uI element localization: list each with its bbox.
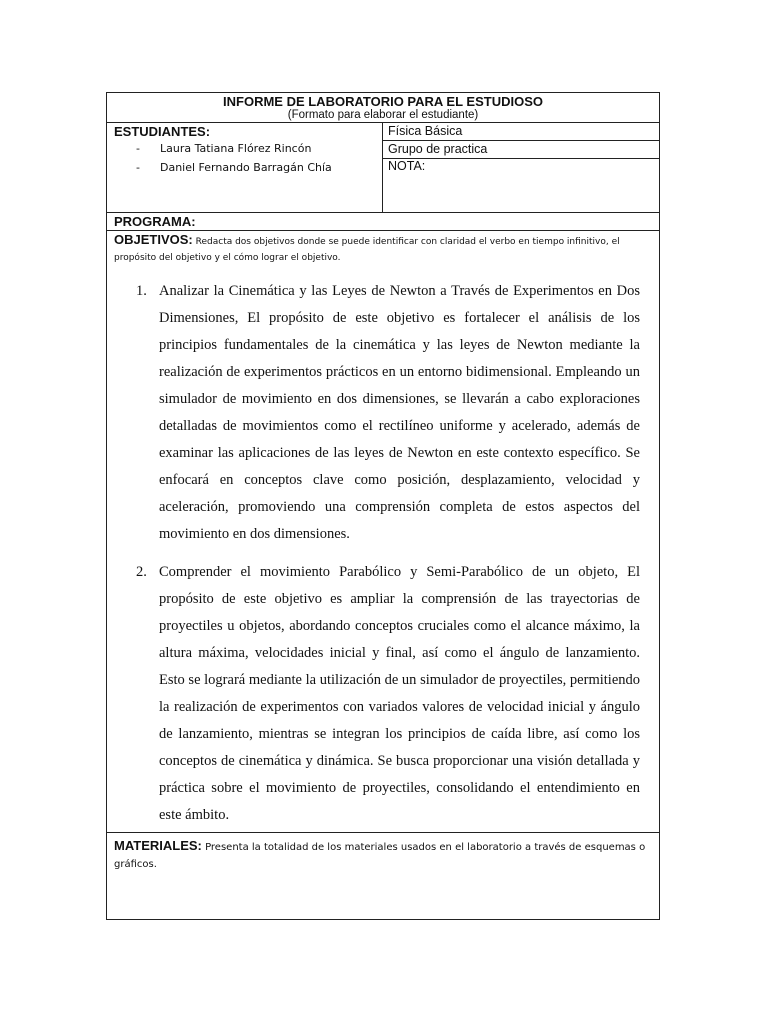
form-subtitle: (Formato para elaborar el estudiante) xyxy=(287,109,479,121)
grade-field: NOTA: xyxy=(388,159,426,173)
objectives-instruction: Redacta dos objetivos donde se puede identificar con claridad el verbo en tiempo infinitivo, el propósito del objetivo y el cómo lograr el objetivo. xyxy=(114,237,620,263)
objectives-section xyxy=(107,231,659,833)
student-name: Laura Tatiana Flórez Rincón xyxy=(160,142,312,155)
objectives-label: OBJETIVOS: xyxy=(114,232,193,247)
student-bullet: - xyxy=(136,142,140,155)
materials-label: MATERIALES: xyxy=(114,838,202,853)
student-name: Daniel Fernando Barragán Chía xyxy=(160,161,332,174)
objective-number: 2. xyxy=(136,564,147,580)
group-field: Grupo de practica xyxy=(383,141,659,159)
objective-text: Comprender el movimiento Parabólico y Semi-Parabólico de un objeto, El propósito de este objetivo es ampliar la comprensión de las trayectorias de proyectiles u objetos, abordando conceptos cruciales como el alcance máximo, la altura máxima, velocidades inicial y final, así como el ángulo de lanzamiento. Esto se logrará mediante la utilización de un simulador de proyectiles, permitiendo la realización de experimentos con variados valores de velocidad inicial y ángulo de lanzamiento, mientras se integran los principios de caída libre, así como los conceptos de cinemática y dinámica. Se busca proporcionar una visión detallada y práctica sobre el movimiento de proyectiles, consolidando el entendimiento en este ámbito. xyxy=(159,564,640,823)
objective-number: 1. xyxy=(136,283,147,299)
form-header xyxy=(107,93,659,123)
materials-header xyxy=(114,838,659,873)
program-section xyxy=(107,213,659,231)
objectives-header xyxy=(114,231,652,266)
materials-section xyxy=(107,833,659,919)
students-cell xyxy=(107,123,383,212)
student-bullet: - xyxy=(136,161,140,174)
student-item xyxy=(114,139,382,158)
objective-item xyxy=(114,559,652,829)
materials-instruction: Presenta la totalidad de los materiales usados en el laboratorio a través de esquemas o gráficos. xyxy=(114,842,646,870)
lab-report-form xyxy=(106,92,660,920)
program-label: PROGRAMA: xyxy=(114,214,196,229)
students-section xyxy=(107,123,659,213)
student-item xyxy=(114,158,382,177)
form-title: INFORME DE LABORATORIO PARA EL ESTUDIOSO xyxy=(223,94,543,109)
course-info-cell xyxy=(383,123,659,212)
subject-field: Física Básica xyxy=(383,123,659,141)
students-label: ESTUDIANTES: xyxy=(114,124,211,139)
objective-text: Analizar la Cinemática y las Leyes de Newton a Través de Experimentos en Dos Dimensiones, El propósito de este objetivo es fortalecer el análisis de los principios fundamentales de la cinemática y las leyes de Newton mediante la realización de experimentos prácticos en un entorno bidimensional. Empleando un simulador de movimiento en dos dimensiones, se llevarán a cabo exploraciones detalladas de movimientos como el rectilíneo uniforme y acelerado, además de examinar las aplicaciones de las leyes de Newton en este contexto específico. Se enfocará en conceptos clave como posición, desplazamiento, velocidad y aceleración, promoviendo una comprensión completa de estos aspectos del movimiento en dos dimensiones. xyxy=(159,283,640,542)
objectives-list xyxy=(114,278,652,829)
objective-item xyxy=(114,278,652,548)
